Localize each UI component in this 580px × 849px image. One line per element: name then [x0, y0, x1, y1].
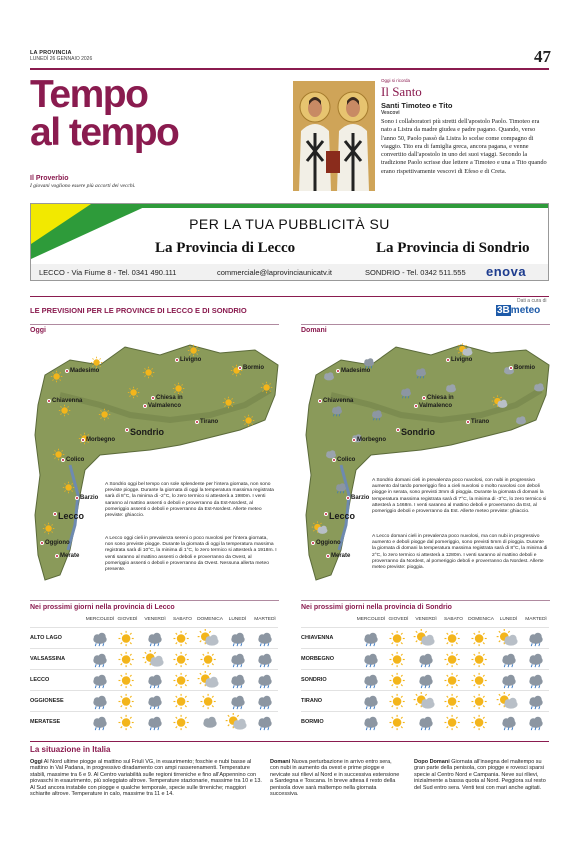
sondrio-day-header: GIOVEDÌ: [388, 617, 409, 622]
italy-domani-text: Nuova perturbazione in arrivo entro sera, con nubi in aumento da ovest e prime piogge e nevicate sui rilievi al Nord e in successiva estensione a Sardegna e Toscana. In breve attesa il resto della penisola dove sarà maltempo nella giornata successiva.: [270, 759, 400, 798]
today-place-merate: Merate: [60, 553, 80, 559]
italy-divider: [30, 741, 549, 742]
sondrio-row: [301, 711, 549, 732]
map-marker: [509, 366, 513, 370]
italy-domani-label: Domani: [270, 759, 291, 765]
rain-icon: [396, 385, 416, 400]
proverb-heading: Il Proverbio: [30, 175, 69, 182]
sun-icon: [140, 365, 160, 380]
tomorrow-place-valmalenco: Valmalenco: [419, 403, 453, 409]
tomorrow-place-lecco: Lecco: [329, 511, 356, 521]
ad-contact-email[interactable]: commerciale@laprovinciaunicatv.it: [217, 268, 333, 277]
sondrio-day-header: DOMENICA: [468, 617, 494, 622]
proverb-text: I giovani vogliono essere più accorti dei vecchi.: [30, 183, 136, 189]
map-marker: [151, 396, 155, 400]
sun-icon: [40, 521, 60, 536]
lecco-row-label: ALTO LAGO: [30, 635, 62, 641]
enova-logo: enova: [486, 264, 527, 279]
sondrio-day-header: VENERDÌ: [415, 617, 437, 622]
lecco-day-header: LUNEDÌ: [228, 617, 247, 622]
rain-icon: [517, 671, 555, 690]
sondrio-row-label: BORMIO: [301, 719, 324, 725]
partly-cloudy-icon: [456, 343, 476, 358]
sondrio-grid-rule: [301, 600, 550, 601]
italy-domani: [270, 759, 400, 797]
today-place-chiavenna: Chiavenna: [52, 398, 83, 404]
saint-text: Sono i collaboratori più stretti dell'apostolo Paolo. Timoteo era nato a Listra da madre giudea e padre pagano. Quando, verso l'anno 50, Paolo passò da Listra lo scelse come compagno di viaggio. Tito era di famiglia greca, ancora pagana, e venne convertito dall'apostolo in uno dei suoi viaggi. Secondo la tradizione Paolo scrisse due lettere a Timoteo e una a Tito quando erano rispettivamente vescovi di Efeso e di Creta.: [381, 118, 547, 175]
sun-icon: [56, 403, 76, 418]
map-marker: [125, 428, 129, 432]
3bmeteo-logo-num: 3B: [497, 305, 510, 316]
tomorrow-place-madesimo: Madesimo: [341, 368, 371, 374]
lecco-day-header: MARTEDÌ: [254, 617, 276, 622]
masthead: [30, 50, 92, 62]
saints-icon-image: [293, 81, 375, 191]
today-place-tirano: Tirano: [200, 419, 219, 425]
map-marker: [61, 458, 65, 462]
tomorrow-place-barzio: Barzio: [351, 495, 370, 501]
today-place-livigno: Livigno: [180, 357, 202, 363]
map-marker: [326, 554, 330, 558]
lecco-row: [30, 627, 278, 648]
partly-cloudy-icon: [491, 395, 511, 410]
cloud-icon: [441, 381, 461, 396]
italy-dopodomani: [414, 759, 550, 791]
today-place-lecco: Lecco: [58, 511, 85, 521]
saint-kicker: Oggi si ricorda: [381, 78, 411, 83]
rain-icon: [517, 692, 555, 711]
tomorrow-place-oggiono: Oggiono: [316, 540, 341, 546]
today-place-barzio: Barzio: [80, 495, 99, 501]
rain-icon: [246, 713, 284, 732]
italy-dopo-label: Dopo Domani: [414, 759, 450, 765]
3bmeteo-logo-name: meteo: [510, 305, 541, 316]
cloud-icon: [529, 380, 549, 395]
italy-oggi: [30, 759, 262, 797]
top-divider: [30, 68, 549, 70]
sondrio-row-label: MORBEGNO: [301, 656, 334, 662]
cloud-icon: [511, 413, 531, 428]
saint-role: Vescovi: [381, 110, 400, 116]
rain-icon: [246, 692, 284, 711]
tomorrow-place-livigno: Livigno: [451, 357, 473, 363]
map-marker: [332, 458, 336, 462]
map-marker: [40, 541, 44, 545]
italy-oggi-label: Oggi: [30, 759, 43, 765]
map-marker: [346, 496, 350, 500]
sondrio-day-header: LUNEDÌ: [499, 617, 518, 622]
page-title: [30, 73, 179, 154]
lecco-row-label: OGGIONESE: [30, 698, 64, 704]
lecco-day-header: SABATO: [172, 617, 193, 622]
map-marker: [238, 366, 242, 370]
tomorrow-place-colico: Colico: [337, 457, 356, 463]
today-place-chiesa: Chiesa in: [156, 395, 183, 401]
tomorrow-place-chiesa: Chiesa in: [427, 395, 454, 401]
lecco-row: [30, 648, 278, 669]
sun-icon: [125, 385, 145, 400]
tomorrow-heading: Domani: [301, 327, 327, 334]
rain-icon: [411, 365, 431, 380]
sondrio-day-header: MERCOLEDÌ: [356, 617, 386, 622]
tomorrow-rule: [301, 324, 550, 325]
rain-icon: [517, 650, 555, 669]
forecast-section-title: LE PREVISIONI PER LE PROVINCE DI LECCO E DI SONDRIO: [30, 306, 247, 315]
today-place-colico: Colico: [66, 457, 85, 463]
sondrio-row-label: CHIAVENNA: [301, 635, 334, 641]
sondrio-grid-heading: Nei prossimi giorni nella provincia di Sondrio: [301, 604, 452, 611]
map-marker: [352, 438, 356, 442]
map-marker: [65, 369, 69, 373]
publication-name: LA PROVINCIA: [30, 50, 72, 56]
rain-icon: [246, 629, 284, 648]
map-marker: [143, 404, 147, 408]
map-marker: [336, 369, 340, 373]
sondrio-row: [301, 669, 549, 690]
rain-icon: [517, 713, 555, 732]
tomorrow-place-tirano: Tirano: [471, 419, 490, 425]
tomorrow-place-merate: Merate: [331, 553, 351, 559]
today-place-bormio: Bormio: [243, 365, 264, 371]
partly-cloudy-icon: [311, 521, 331, 536]
3bmeteo-logo: [496, 305, 540, 316]
lecco-grid-rule: [30, 600, 279, 601]
forecast-divider: [30, 296, 549, 297]
rain-icon: [331, 480, 351, 495]
page-number: 47: [534, 47, 551, 66]
rain-icon: [246, 650, 284, 669]
italy-oggi-text: Al Nord ultime piogge al mattino sul Friuli VG, in esaurimento; foschie e nubi basse al mattino in Val Padana, in progressivo diradamento con ampi rasserenamenti. Temperature stabili, massime tra 6 e 9. Al Centro variabilità sulle regioni tirreniche e fino all'Appennino con piovaschi in esaurimento, più soleggiato altrove. Temperature stazionarie, massime tra 10 e 13. Al Sud ancora instabile con piogge e qualche temporale, specie sulle tirreniche; maggiori schiarite altrove. Temperature in calo, massime tra 11 e 14.: [30, 759, 262, 798]
italy-heading: La situazione in Italia: [30, 745, 111, 754]
rain-icon: [327, 403, 347, 418]
advertisement[interactable]: [30, 203, 549, 281]
today-place-sondrio: Sondrio: [130, 427, 164, 437]
sun-icon: [185, 343, 205, 358]
sun-icon: [240, 413, 260, 428]
sun-icon: [60, 480, 80, 495]
rain-icon: [517, 629, 555, 648]
lecco-grid-heading: Nei prossimi giorni nella provincia di Lecco: [30, 604, 175, 611]
ad-contact-sondrio: SONDRIO - Tel. 0342 511.555: [365, 268, 466, 277]
lecco-row-label: LECCO: [30, 677, 50, 683]
sondrio-row: [301, 627, 549, 648]
lecco-row-label: MERATESE: [30, 719, 61, 725]
map-marker: [422, 396, 426, 400]
sun-icon: [170, 381, 190, 396]
lecco-day-header: GIOVEDÌ: [117, 617, 138, 622]
map-marker: [466, 420, 470, 424]
tomorrow-lecco-text: A Lecco domani cieli in prevalenza poco nuvolosi, ma con nubi in progressivo aumento e deboli piogge dal pomeriggio, sono previsti 5mm di pioggia. Durante la giornata di domani la temperatura massima registrata sarà di 8°C, la minima di 2°C, lo zero termico si attesterà a 1280m. I venti saranno al mattino deboli e proverranno da Nordest, al pomeriggio deboli e proverranno da Nordest. Allerte meteo previste: pioggia.: [372, 534, 548, 571]
today-lecco-text: A Lecco oggi cieli in prevalenza sereni o poco nuvolosi per l'intera giornata, non sono previste piogge. Durante la giornata di oggi la temperatura massima registrata sarà di 10°C, la minima di 1°C, lo zero termico si attesterà a 1918m. I venti saranno al mattino assenti o deboli e proverranno da Ovest, al pomeriggio assenti o deboli e proverranno da Ovest. Nessuna allerta meteo presente.: [105, 536, 277, 573]
today-place-valmalenco: Valmalenco: [148, 403, 182, 409]
ad-paper-lecco: La Provincia di Lecco: [155, 240, 296, 256]
page-title-line-1: Tempo: [30, 73, 148, 116]
today-place-madesimo: Madesimo: [70, 368, 100, 374]
tomorrow-place-morbegno: Morbegno: [357, 437, 386, 443]
sondrio-row: [301, 690, 549, 711]
map-marker: [175, 358, 179, 362]
sun-icon: [258, 380, 278, 395]
issue-date: LUNEDÌ 26 GENNAIO 2026: [30, 56, 93, 62]
lecco-row: [30, 669, 278, 690]
tomorrow-place-bormio: Bormio: [514, 365, 535, 371]
today-place-morbegno: Morbegno: [86, 437, 115, 443]
sondrio-day-header: MARTEDÌ: [525, 617, 547, 622]
today-heading: Oggi: [30, 327, 46, 334]
page-title-line-2: al tempo: [30, 111, 179, 154]
map-marker: [75, 496, 79, 500]
map-marker: [81, 438, 85, 442]
lecco-row-label: VALSASSINA: [30, 656, 66, 662]
sondrio-row-label: TIRANO: [301, 698, 323, 704]
italy-dopo-text: Giornata all'insegna del maltempo su gran parte della penisola, con piogge e rovesci sparsi specie al Centro Nord e Campania. Neve sui rilievi, inizialmente a bassa quota al Nord. Peggiora sul resto del Sud entro sera. Venti tesi con mari anche agitati.: [414, 759, 546, 791]
ad-paper-sondrio: La Provincia di Sondrio: [376, 240, 530, 256]
sun-icon: [220, 395, 240, 410]
today-rule: [30, 324, 279, 325]
lecco-row: [30, 690, 278, 711]
map-marker: [195, 420, 199, 424]
sondrio-row-label: SONDRIO: [301, 677, 327, 683]
map-marker: [446, 358, 450, 362]
lecco-day-header: MERCOLEDÌ: [85, 617, 115, 622]
lecco-day-header: VENERDÌ: [144, 617, 166, 622]
map-marker: [414, 404, 418, 408]
data-credit: Dati a cura di: [517, 298, 547, 304]
saint-heading: Il Santo: [381, 84, 422, 99]
map-marker: [396, 428, 400, 432]
sondrio-row: [301, 648, 549, 669]
map-marker: [311, 541, 315, 545]
lecco-row: [30, 711, 278, 732]
ad-title: PER LA TUA PUBBLICITÀ SU: [189, 216, 390, 232]
tomorrow-place-sondrio: Sondrio: [401, 427, 435, 437]
map-marker: [324, 512, 328, 516]
today-sondrio-text: A Sondrio oggi bel tempo con sole splendente per l'intera giornata, non sono previste piogge. Durante la giornata di oggi la temperatura massima registrata sarà di 8°C, la minima di -2°C, lo zero termico si attesterà a 1980m. I venti saranno al mattino assenti o deboli e proverranno da Est-Nordest, al pomeriggio assenti o deboli e proverranno da Est-Nordest. Allerte meteo previste: ghiaccio.: [105, 482, 277, 519]
sun-icon: [96, 407, 116, 422]
saint-name: Santi Timoteo e Tito: [381, 101, 453, 110]
ad-contact-lecco: LECCO - Via Fiume 8 - Tel. 0341 490.111: [39, 268, 177, 277]
map-marker: [55, 554, 59, 558]
rain-icon: [367, 407, 387, 422]
map-marker: [47, 399, 51, 403]
today-place-oggiono: Oggiono: [45, 540, 70, 546]
rain-icon: [246, 671, 284, 690]
tomorrow-place-chiavenna: Chiavenna: [323, 398, 354, 404]
lecco-day-header: DOMENICA: [197, 617, 223, 622]
tomorrow-sondrio-text: A Sondrio domani cieli in prevalenza poco nuvolosi, con nubi in progressivo aumento dal tardo pomeriggio fino a cieli nuvolosi o molto nuvolosi con deboli piogge in serata, sono previsti 3mm di pioggia. Durante la giornata di domani la temperatura massima registrata sarà di 7°C, la minima di -3°C, lo zero termico si attesterà a 1468m. I venti saranno al mattino deboli e proverranno da Est, al pomeriggio deboli e proverranno da Est. Allerte meteo previste: ghiaccio.: [372, 478, 547, 515]
sondrio-day-header: SABATO: [443, 617, 464, 622]
map-marker: [53, 512, 57, 516]
map-marker: [318, 399, 322, 403]
